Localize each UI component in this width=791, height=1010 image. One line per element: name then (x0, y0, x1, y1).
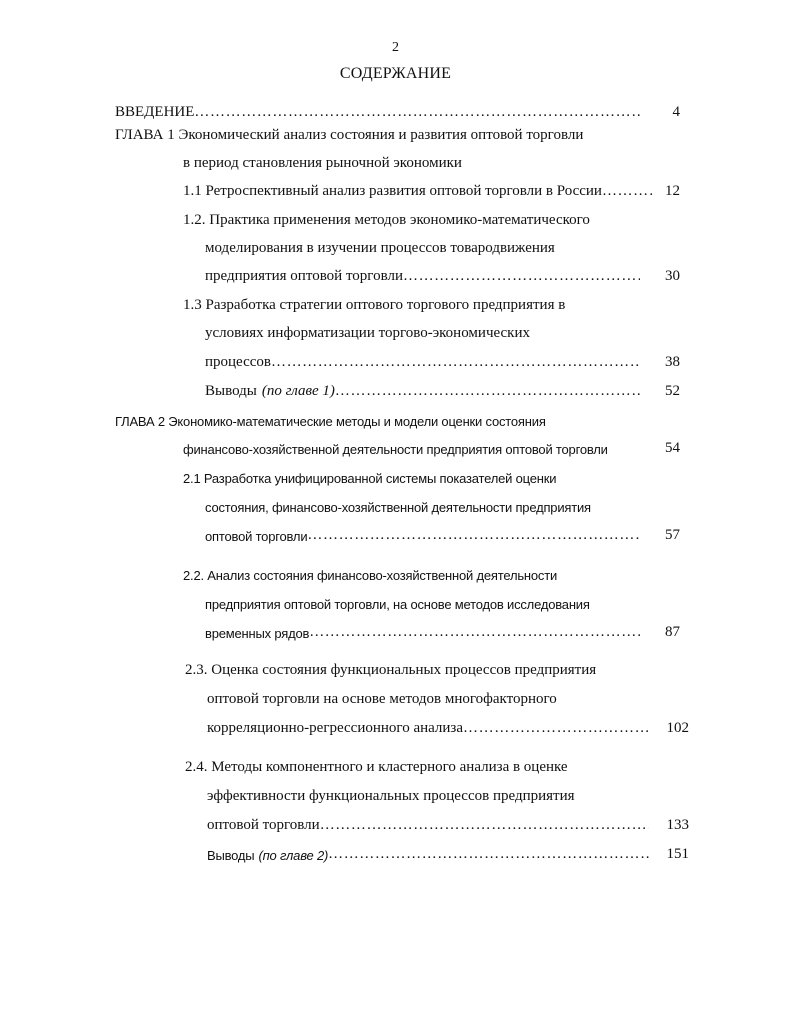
toc-leader (309, 624, 640, 641)
toc-section-2-4-page: 133 (666, 817, 689, 833)
toc-leader (335, 383, 640, 400)
toc-section-1-3-page: 38 (665, 354, 680, 370)
toc-leader (271, 354, 640, 371)
toc-section-1-3-line-1: 1.3 Разработка стратегии оптового торгового предприятия в (183, 297, 566, 313)
toc-leader (602, 183, 654, 200)
page-title: СОДЕРЖАНИЕ (339, 65, 452, 82)
toc-section-2-3-line-2: оптовой торговли на основе методов многофакторного (207, 691, 557, 707)
toc-intro-label: ВВЕДЕНИЕ (115, 104, 195, 120)
toc-section-1-2-line-1: 1.2. Практика применения методов экономико-математического (183, 212, 590, 228)
toc-conclusions-1-page: 52 (665, 383, 680, 399)
toc-section-2-3-page: 102 (666, 720, 689, 736)
toc-leader (328, 846, 649, 863)
page-number: 2 (392, 40, 399, 55)
toc-section-1-3-line-3: процессов ………………………………………………………………………………………………………………………………………………………………………………………………………………………… 38 (0, 354, 791, 378)
toc-conclusions-2-page: 151 (666, 846, 689, 862)
toc-section-2-2-page: 87 (665, 624, 680, 640)
toc-leader (307, 527, 640, 544)
toc-leader (194, 104, 640, 121)
toc-section-1-2-line-3: предприятия оптовой торговли ………………………………………………………………………………………………………………………………………………………………………………………………………………………… 30 (0, 268, 791, 292)
toc-chapter-2-line-1: ГЛАВА 2 Экономико-математические методы и модели оценки состояния (115, 414, 546, 429)
toc-section-1-1-page: 12 (665, 183, 680, 199)
toc-section-2-1-line-1: 2.1 Разработка унифицированной системы показателей оценки (183, 471, 557, 486)
toc-section-2-3-line-3: корреляционно-регрессионного анализа ………………………………………………………………………………………………………………………………………………………………………………………………………………………… 102 (0, 720, 791, 744)
toc-section-2-4-line-1: 2.4. Методы компонентного и кластерного анализа в оценке (185, 759, 568, 775)
toc-section-2-4-line-3: оптовой торговли ………………………………………………………………………………………………………………………………………………………………………………………………………………………… 133 (0, 817, 791, 841)
toc-intro-page: 4 (672, 104, 680, 120)
toc-section-2-3-line-1: 2.3. Оценка состояния функциональных процессов предприятия (185, 662, 597, 678)
toc-section-1-1-text: 1.1 Ретроспективный анализ развития оптовой торговли в России (183, 183, 602, 199)
toc-leader (463, 720, 649, 737)
toc-chapter-1-line-2: в период становления рыночной экономики (183, 155, 462, 171)
toc-chapter-2-page: 54 (665, 440, 680, 456)
toc-section-1-2-page: 30 (665, 268, 680, 284)
toc-section-2-2-line-3: временных рядов ………………………………………………………………………………………………………………………………………………………………………………………………………………………… 87 (0, 624, 791, 648)
toc-section-2-2-line-2: предприятия оптовой торговли, на основе методов исследования (205, 597, 590, 612)
toc-section-2-1-line-2: состояния, финансово-хозяйственной деятельности предприятия (205, 500, 591, 515)
toc-entry-intro (0, 104, 791, 128)
toc-chapter-2-line-2: финансово-хозяйственной деятельности предприятия оптовой торговли 54 (183, 440, 680, 457)
toc-section-2-4-line-2: эффективности функциональных процессов предприятия (207, 788, 575, 804)
toc-leader (320, 817, 649, 834)
toc-section-2-2-line-1: 2.2. Анализ состояния финансово-хозяйственной деятельности (183, 568, 558, 583)
toc-leader (403, 268, 640, 285)
toc-chapter-1-line-1: ГЛАВА 1 Экономический анализ состояния и развития оптовой торговли (115, 127, 584, 143)
toc-section-1-3-line-2: условиях информатизации торгово-экономических (205, 325, 530, 341)
toc-section-2-1-page: 57 (665, 527, 680, 543)
toc-conclusions-2: Выводы (по главе 2) ………………………………………………………………………………………………………………………………………………………………………………………………………………………… 151 (0, 846, 791, 870)
toc-conclusions-1: Выводы (по главе 1) ………………………………………………………………………………………………………………………………………………………………………………………………………………………… 52 (0, 383, 791, 407)
toc-section-1-1 (0, 183, 791, 207)
toc-section-2-1-line-3: оптовой торговли ………………………………………………………………………………………………………………………………………………………………………………………………………………………… 57 (0, 527, 791, 551)
toc-section-1-2-line-2: моделирования в изучении процессов товародвижения (205, 240, 555, 256)
